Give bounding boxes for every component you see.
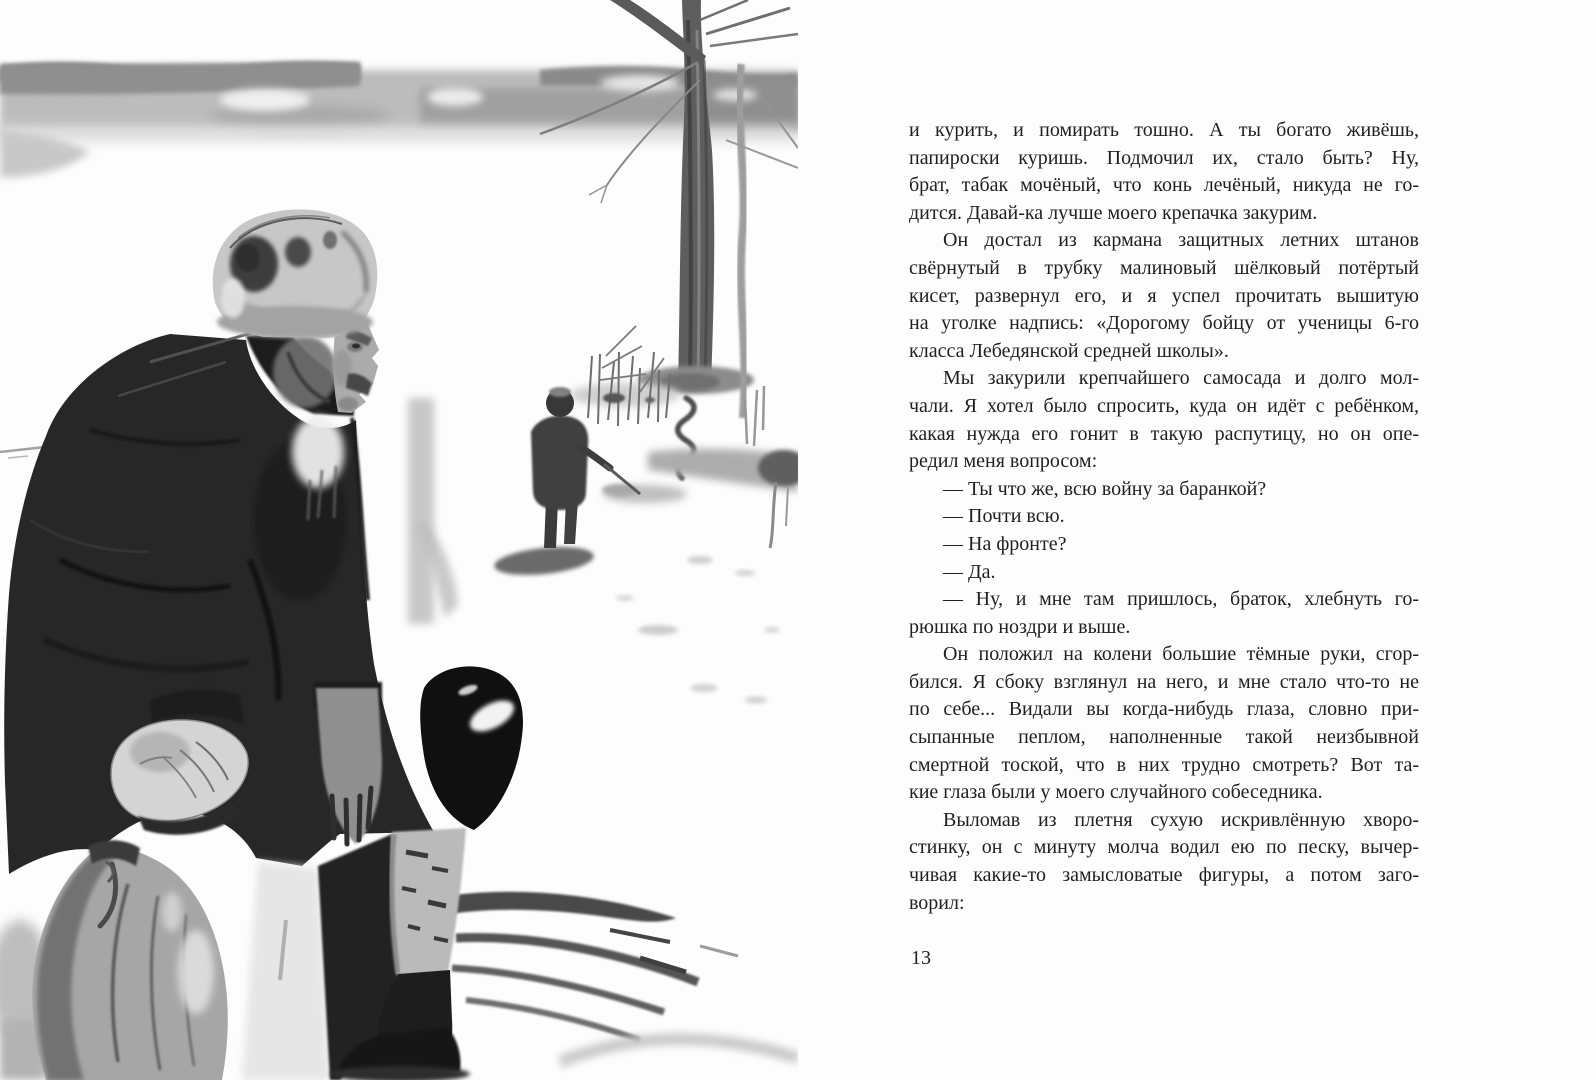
text-line: дится. Давай-ка лучше моего крепачка закурим.	[909, 201, 1318, 224]
text-line: ворил:	[909, 891, 965, 914]
text-column	[909, 117, 1419, 917]
text-line: папироски куришь. Подмочил их, стало быть? Ну,	[909, 146, 1419, 169]
text-line: Он достал из кармана защитных летних штанов	[943, 229, 1419, 252]
text-line: сыпанные пеплом, наполненные такой неизбывной	[909, 726, 1419, 749]
text-line: класса Лебедянской средней школы».	[909, 339, 1229, 362]
text-line: свёрнутый в трубку малиновый шёлковый потёртый	[909, 256, 1419, 279]
ear-cheek	[273, 336, 337, 408]
page-number: 13	[911, 947, 931, 969]
text-line: — Ты что же, всю войну за баранкой?	[943, 477, 1267, 500]
text-line: на уголке надпись: «Дорогому бойцу от ученицы 6-го	[909, 312, 1419, 335]
text-line: брат, табак мочёный, что конь лечёный, никуда не го-	[909, 174, 1419, 197]
text-line: — На фронте?	[943, 532, 1067, 555]
text-line: редил меня вопросом:	[909, 450, 1098, 473]
text-line: Он положил на колени большие тёмные руки, сгор-	[943, 643, 1419, 666]
text-line: кисет, развернул его, и я успел прочитать вышитую	[909, 284, 1419, 307]
text-line: чали. Я хотел было спросить, куда он идёт с ребёнком,	[909, 394, 1419, 417]
fur-hat	[213, 209, 378, 338]
text-line: — Да.	[943, 560, 996, 583]
text-line: кие глаза были у моего случайного собеседника.	[909, 781, 1323, 804]
text-line: какая нужда его гонит в такую распутицу, но он опе-	[909, 422, 1419, 445]
eye	[352, 344, 360, 349]
text-line: стинку, он с минуту молча водил ею по песку, вычер-	[909, 836, 1419, 859]
text-line: рюшка по ноздри и выше.	[909, 615, 1131, 638]
text-line: смертной тоской, что в них трудно смотреть? Вот та-	[909, 753, 1419, 776]
text-line: — Ну, и мне там пришлось, браток, хлебнуть го-	[943, 588, 1419, 611]
text-line: бился. Я сбоку взглянул на него, и мне стало что-то не	[909, 670, 1419, 693]
text-line: Выломав из плетня сухую искривлённую хворо-	[943, 808, 1419, 831]
text-line: Мы закурили крепчайшего самосада и долго мол-	[943, 367, 1419, 390]
text-line: по себе... Видали вы когда-нибудь глаза, словно при-	[909, 698, 1419, 721]
text-line: и курить, и помирать тошно. А ты богато живёшь,	[909, 119, 1419, 141]
text-line: — Почти всю.	[943, 505, 1065, 528]
text-line: чивая какие-то замысловатые фигуры, а потом заго-	[909, 864, 1419, 887]
